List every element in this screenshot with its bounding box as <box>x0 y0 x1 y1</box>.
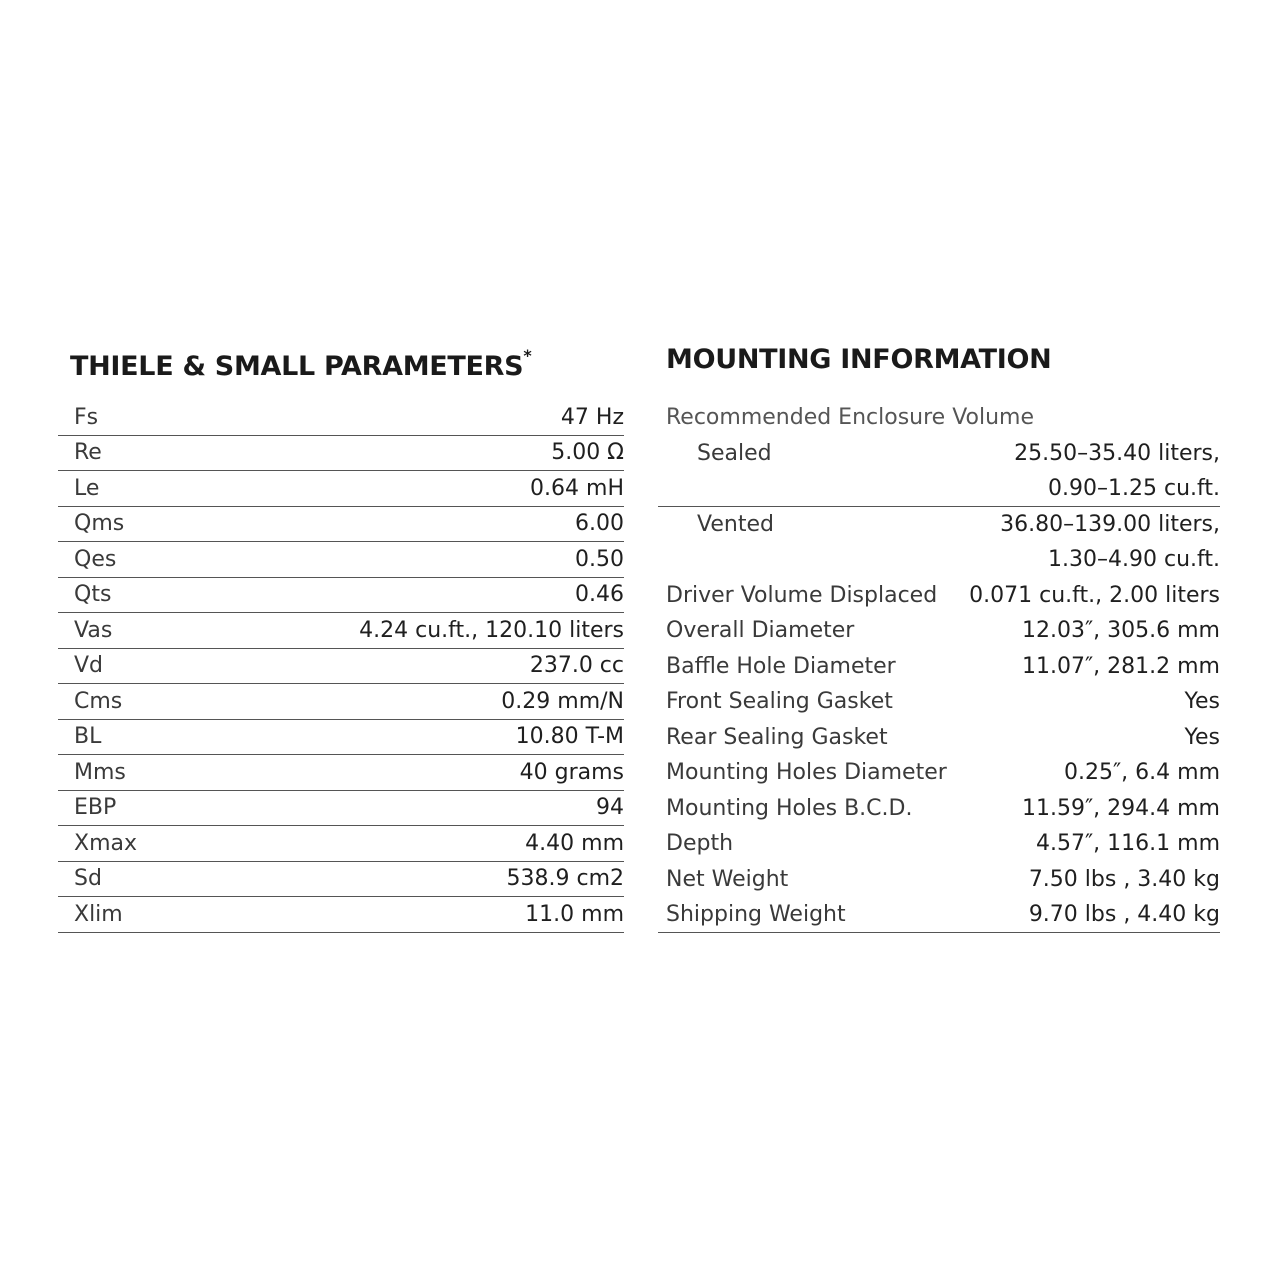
param-label: Xmax <box>74 830 138 856</box>
mounting-value: 7.50 lbs , 3.40 kg <box>1028 866 1220 892</box>
table-row <box>658 897 1220 933</box>
param-label: EBP <box>74 795 117 821</box>
param-value: 0.46 <box>575 582 624 608</box>
sealed-cuft-row <box>658 471 1220 507</box>
table-row <box>58 791 624 827</box>
param-value: 4.40 mm <box>525 830 624 856</box>
vented-cuft-row <box>658 542 1220 578</box>
table-row <box>58 897 624 933</box>
param-value: 0.50 <box>575 546 624 572</box>
param-value: 0.29 mm/N <box>501 688 624 714</box>
sealed-liters-value: 25.50–35.40 liters, <box>1014 440 1220 466</box>
table-row <box>658 578 1220 614</box>
mounting-value: 12.03″, 305.6 mm <box>1021 618 1220 644</box>
mounting-value: 0.25″, 6.4 mm <box>1063 760 1220 786</box>
table-row <box>658 649 1220 685</box>
table-row <box>58 542 624 578</box>
vented-cuft-value: 1.30–4.90 cu.ft. <box>1048 547 1220 573</box>
param-label: Fs <box>74 404 99 430</box>
param-value: 10.80 T-M <box>515 724 624 750</box>
param-value: 0.64 mH <box>530 475 624 501</box>
thiele-small-title: THIELE & SMALL PARAMETERS <box>70 351 524 382</box>
param-value: 94 <box>596 795 624 821</box>
param-value: 6.00 <box>575 511 624 537</box>
param-label: BL <box>74 724 102 750</box>
mounting-value: 9.70 lbs , 4.40 kg <box>1028 901 1220 927</box>
table-row <box>58 578 624 614</box>
param-value: 237.0 cc <box>529 653 624 679</box>
sealed-label: Sealed <box>697 440 772 466</box>
mounting-label: Baffle Hole Diameter <box>666 653 896 679</box>
param-label: Qts <box>74 582 112 608</box>
mounting-value: 0.071 cu.ft., 2.00 liters <box>969 582 1220 608</box>
mounting-label: Driver Volume Displaced <box>666 582 938 608</box>
table-row <box>58 755 624 791</box>
table-row <box>658 755 1220 791</box>
param-label: Sd <box>74 866 102 892</box>
param-value: 11.0 mm <box>525 901 624 927</box>
mounting-value: 11.07″, 281.2 mm <box>1021 653 1220 679</box>
param-label: Xlim <box>74 901 123 927</box>
enclosure-volume-label: Recommended Enclosure Volume <box>666 405 1035 431</box>
table-row <box>658 791 1220 827</box>
mounting-value: 11.59″, 294.4 mm <box>1021 795 1220 821</box>
param-label: Cms <box>74 688 123 714</box>
table-row <box>658 613 1220 649</box>
thiele-small-section <box>58 340 624 933</box>
thiele-small-table <box>58 400 624 933</box>
param-label: Mms <box>74 759 126 785</box>
table-row <box>58 826 624 862</box>
mounting-label: Mounting Holes Diameter <box>666 760 947 786</box>
mounting-table <box>658 578 1220 933</box>
vented-row <box>658 507 1220 543</box>
table-row <box>58 684 624 720</box>
table-row <box>658 684 1220 720</box>
param-label: Qes <box>74 546 117 572</box>
param-label: Qms <box>74 511 125 537</box>
thiele-small-footnote-mark: * <box>523 346 532 365</box>
table-row <box>58 507 624 543</box>
mounting-section <box>658 340 1220 933</box>
param-value: 538.9 cm2 <box>506 866 624 892</box>
mounting-value: Yes <box>1184 724 1220 750</box>
mounting-heading: MOUNTING INFORMATION <box>666 344 1052 375</box>
table-row <box>658 826 1220 862</box>
param-label: Re <box>74 440 102 466</box>
mounting-label: Net Weight <box>666 866 789 892</box>
table-row <box>58 471 624 507</box>
vented-label: Vented <box>697 511 774 537</box>
param-label: Vd <box>74 653 104 679</box>
table-row <box>658 862 1220 898</box>
param-value: 40 grams <box>519 759 624 785</box>
mounting-value: 4.57″, 116.1 mm <box>1035 831 1220 857</box>
mounting-label: Overall Diameter <box>666 618 855 644</box>
sealed-row <box>658 436 1220 472</box>
table-row <box>58 436 624 472</box>
param-label: Le <box>74 475 100 501</box>
mounting-label: Front Sealing Gasket <box>666 689 893 715</box>
enclosure-volume-row <box>658 400 1220 436</box>
thiele-small-heading <box>58 340 624 380</box>
table-row <box>58 400 624 436</box>
mounting-label: Depth <box>666 831 734 857</box>
param-label: Vas <box>74 617 113 643</box>
table-row <box>58 862 624 898</box>
mounting-value: Yes <box>1184 689 1220 715</box>
mounting-label: Rear Sealing Gasket <box>666 724 888 750</box>
table-row <box>58 720 624 756</box>
param-value: 47 Hz <box>560 404 624 430</box>
table-row <box>658 720 1220 756</box>
param-value: 4.24 cu.ft., 120.10 liters <box>359 617 624 643</box>
table-row <box>58 649 624 685</box>
vented-liters-value: 36.80–139.00 liters, <box>1000 511 1220 537</box>
table-row <box>58 613 624 649</box>
mounting-label: Mounting Holes B.C.D. <box>666 795 913 821</box>
param-value: 5.00 Ω <box>551 440 624 466</box>
mounting-label: Shipping Weight <box>666 901 846 927</box>
sealed-cuft-value: 0.90–1.25 cu.ft. <box>1048 475 1220 501</box>
